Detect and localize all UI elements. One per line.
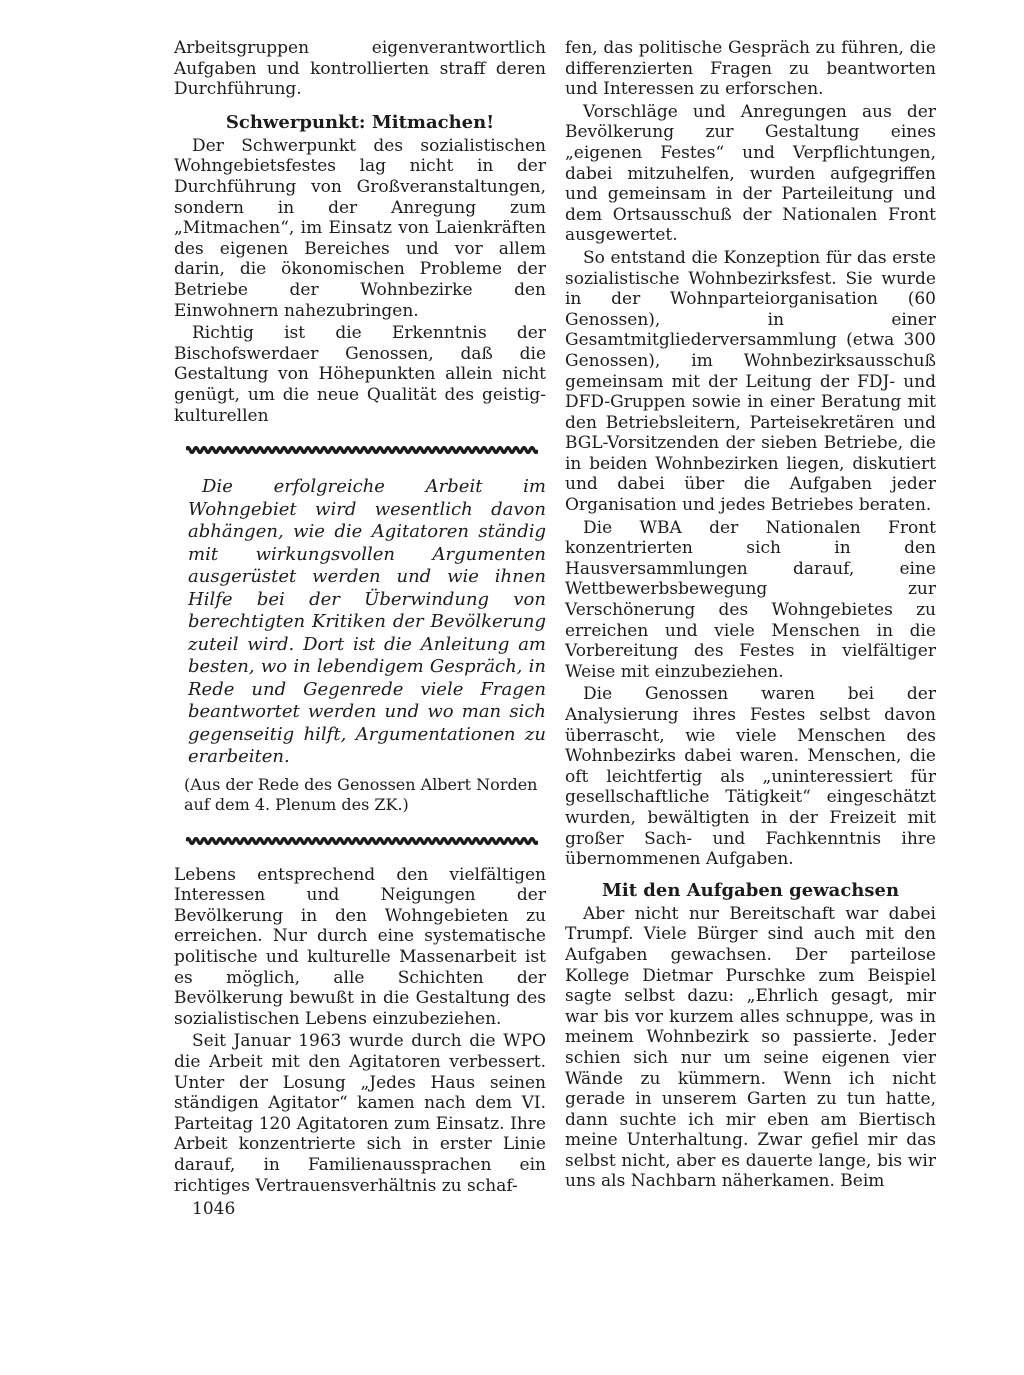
paragraph-lebens: Lebens entsprechend den vielfältigen Interessen und Neigungen der Bevölkerung in den Wohngebieten zu erreichen. Nur durch eine systematische politische und kulturelle Massenarbeit ist es möglich, alle Schichten der Bevölkerung bewußt in die Gestaltung des sozialistischen Lebens einzubeziehen.	[174, 864, 546, 1029]
paragraph-wba: Die WBA der Nationalen Front konzentrierten sich in den Hausversammlungen darauf, eine Wettbewerbsbewegung zur Verschönerung des Wohngebietes zu erreichen und viele Menschen in die Vorbereitung des Festes in vielfältiger Weise mit einzubeziehen.	[565, 517, 936, 682]
quote-source: (Aus der Rede des Genossen Albert Norden auf dem 4. Plenum des ZK.)	[184, 774, 538, 815]
section-heading-mitmachen: Schwerpunkt: Mitmachen!	[225, 111, 495, 133]
paragraph-analysierung: Die Genossen waren bei der Analysierung ihres Festes selbst davon überrascht, wie viele Menschen des Wohnbezirks dabei waren. Menschen, die oft leichtfertig als „uninteressiert für gesellschaftliche Tätigkeit“ eingeschätzt wurden, bewältigten in der Freizeit mit großer Sach- und Fachkenntnis ihre übernommenen Aufgaben.	[565, 684, 936, 870]
paragraph-januar-1963: Seit Januar 1963 wurde durch die WPO die Arbeit mit den Agitatoren verbessert. Unter der Losung „Jedes Haus seinen ständigen Agitator“ kamen nach dem VI. Parteitag 120 Agitatoren zum Einsatz. Ihre Arbeit konzentrierte sich in erster Linie darauf, in Familienaussprachen ein richtiges Vertrauensverhältnis zu schaf-	[174, 1031, 546, 1196]
paragraph-konzeption: So entstand die Konzeption für das erste sozialistische Wohnbezirksfest. Sie wurde in der Wohnparteiorganisation (60 Genossen), in einer Gesamtmitgliederversammlung (etwa 300 Genossen), im Wohnbezirksausschuß gemeinsam mit der Leitung der FDJ- und DFD-Gruppen sowie in einer Beratung mit den Betriebsleitern, Parteisekretären und BGL-Vorsitzenden der sieben Betriebe, die in beiden Wohnbezirken liegen, diskutiert und dabei über die Aufgaben jeder Organisation und jedes Betriebes beraten.	[565, 247, 936, 516]
paragraph-erkenntnis: Richtig ist die Erkenntnis der Bischofswerdaer Genossen, daß die Gestaltung von Höhepunkten allein nicht genügt, um die neue Qualität des geistig-kulturellen	[174, 323, 546, 426]
paragraph-continued: fen, das politische Gespräch zu führen, die differenzierten Fragen zu beantworten und Interessen zu erforschen.	[565, 38, 936, 100]
section-heading-aufgaben: Mit den Aufgaben gewachsen	[601, 879, 900, 901]
wavy-rule-top	[186, 444, 538, 456]
wavy-rule-bottom	[186, 835, 538, 847]
right-column	[565, 38, 936, 1192]
paragraph-vorschlaege: Vorschläge und Anregungen aus der Bevölkerung zur Gestaltung eines „eigenen Festes“ und Verpflichtungen, dabei mitzuhelfen, wurden aufgegriffen und gemeinsam in der Parteileitung und dem Ortsausschuß der Nationalen Front ausgewertet.	[565, 101, 936, 246]
left-column	[174, 38, 546, 1196]
paragraph-bereitschaft: Aber nicht nur Bereitschaft war dabei Trumpf. Viele Bürger sind auch mit den Aufgaben gewachsen. Der parteilose Kollege Dietmar Purschke zum Beispiel sagte selbst dazu: „Ehrlich gesagt, mir war bis vor kurzem alles schnuppe, was in meinem Wohnbezirk so passierte. Jeder schien sich nur um seine eigenen vier Wände zu kümmern. Wenn ich nicht gerade in unserem Garten zu tun hatte, dann suchte ich mir eben am Biertisch meine Unterhaltung. Zwar gefiel mir das selbst nicht, aber es dauerte lange, bis wir uns als Nachbarn näherkamen. Beim	[565, 903, 936, 1192]
paragraph-continued: Arbeitsgruppen eigenverantwortlich Aufgaben und kontrollierten straff deren Durchführung.	[174, 38, 546, 100]
page-number: 1046	[192, 1199, 236, 1219]
paragraph-schwerpunkt: Der Schwerpunkt des sozialistischen Wohngebietsfestes lag nicht in der Durchführung von Großveranstaltungen, sondern in der Anregung zum „Mitmachen“, im Einsatz von Laienkräften des eigenen Bereiches und vor allem darin, die ökonomischen Probleme der Betriebe der Wohnbezirke den Einwohnern nahezubringen.	[174, 135, 546, 321]
quote-box	[174, 476, 546, 816]
quote-text: Die erfolgreiche Arbeit im Wohngebiet wird wesentlich davon abhängen, wie die Agitatoren ständig mit wirkungsvollen Argumenten ausgerüstet werden und wie ihnen Hilfe bei der Überwindung von berechtigten Kritiken der Bevölkerung zuteil wird. Dort ist die Anleitung am besten, wo in lebendigem Gespräch, in Rede und Gegenrede viele Fragen beantwortet werden und wo man sich gegenseitig hilft, Argumentationen zu erarbeiten.	[188, 476, 546, 768]
